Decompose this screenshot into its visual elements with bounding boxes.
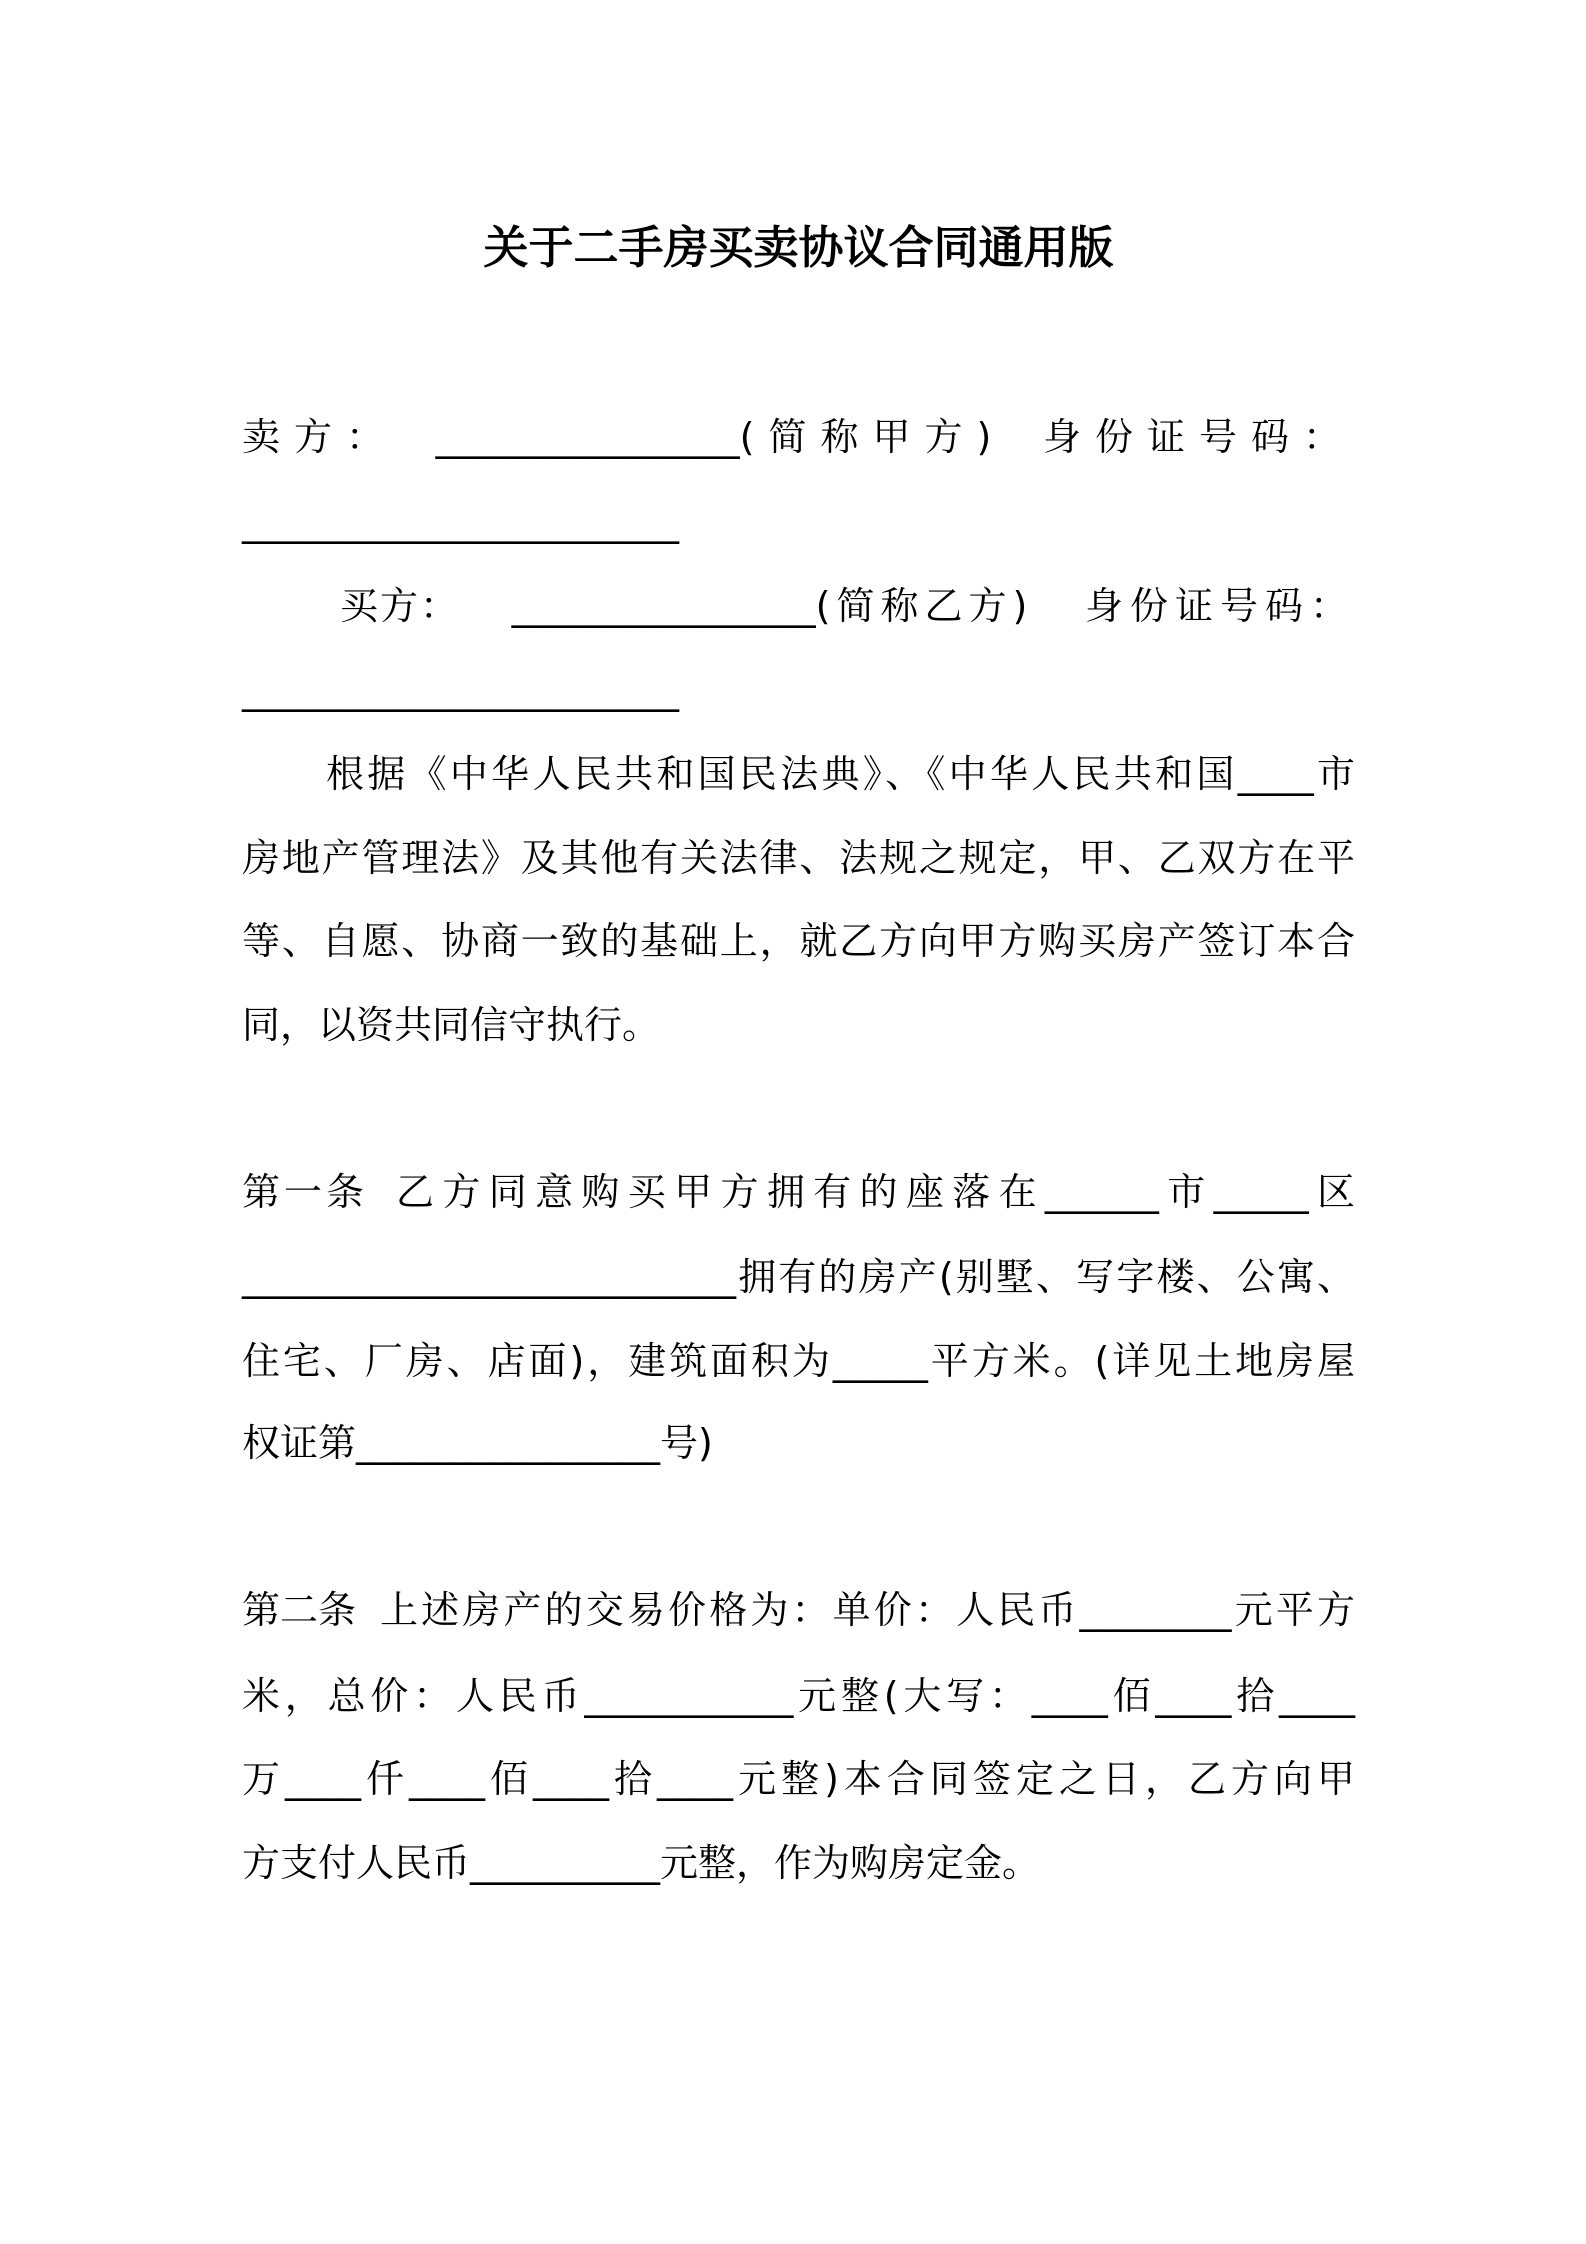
article-1-first-line — [242, 1164, 1355, 1220]
article-1-line: 权证第________________号) — [242, 1421, 713, 1465]
seller-id-label: 身份证号码： — [1042, 415, 1355, 459]
seller-alias: (简称甲方) — [739, 415, 1006, 459]
article-2-line: 万____仟____佰____拾____元整)本合同签定之日，乙方向甲 — [242, 1757, 1355, 1801]
article-2-line: 上述房产的交易价格为：单价：人民币________元平方 — [380, 1588, 1355, 1632]
article-1-line: 乙方同意购买甲方拥有的座落在______市_____区 — [396, 1170, 1355, 1214]
article-1-line: __________________________拥有的房产(别墅、写字楼、公寓、 — [242, 1255, 1355, 1299]
article-2-label: 第二条 — [242, 1588, 357, 1632]
article-2-first-line — [242, 1582, 1355, 1638]
preamble-line: 等、自愿、协商一致的基础上，就乙方向甲方购买房产签订本合 — [242, 919, 1355, 963]
buyer-id-blank: _______________________ — [242, 668, 679, 712]
preamble-line: 房地产管理法》及其他有关法律、法规之规定，甲、乙双方在平 — [242, 836, 1355, 880]
article-2-line: 方支付人民币__________元整，作为购房定金。 — [242, 1841, 1041, 1885]
buyer-alias: (简称乙方) — [815, 584, 1034, 628]
buyer-label: 买方： — [340, 584, 461, 628]
buyer-name-blank: ________________ — [511, 584, 816, 628]
seller-line — [242, 409, 1355, 465]
article-2-line: 米，总价：人民币___________元整(大写：____佰____拾____ — [242, 1674, 1355, 1718]
seller-name-blank: ________________ — [435, 415, 740, 459]
article-1-line: 住宅、厂房、店面)，建筑面积为_____平方米。(详见土地房屋 — [242, 1339, 1355, 1383]
document-title: 关于二手房买卖协议合同通用版 — [483, 221, 1114, 274]
buyer-id-label: 身份证号码： — [1084, 584, 1355, 628]
buyer-line — [340, 578, 1355, 634]
preamble-line: 根据《中华人民共和国民法典》、《中华人民共和国____市 — [326, 752, 1355, 796]
seller-label: 卖方： — [242, 415, 399, 459]
article-1-label: 第一条 — [242, 1170, 369, 1214]
preamble-line: 同，以资共同信守执行。 — [242, 1003, 661, 1047]
seller-id-blank: _______________________ — [242, 500, 679, 544]
buyer-name-group — [512, 578, 1034, 634]
seller-name-group — [436, 409, 1006, 465]
